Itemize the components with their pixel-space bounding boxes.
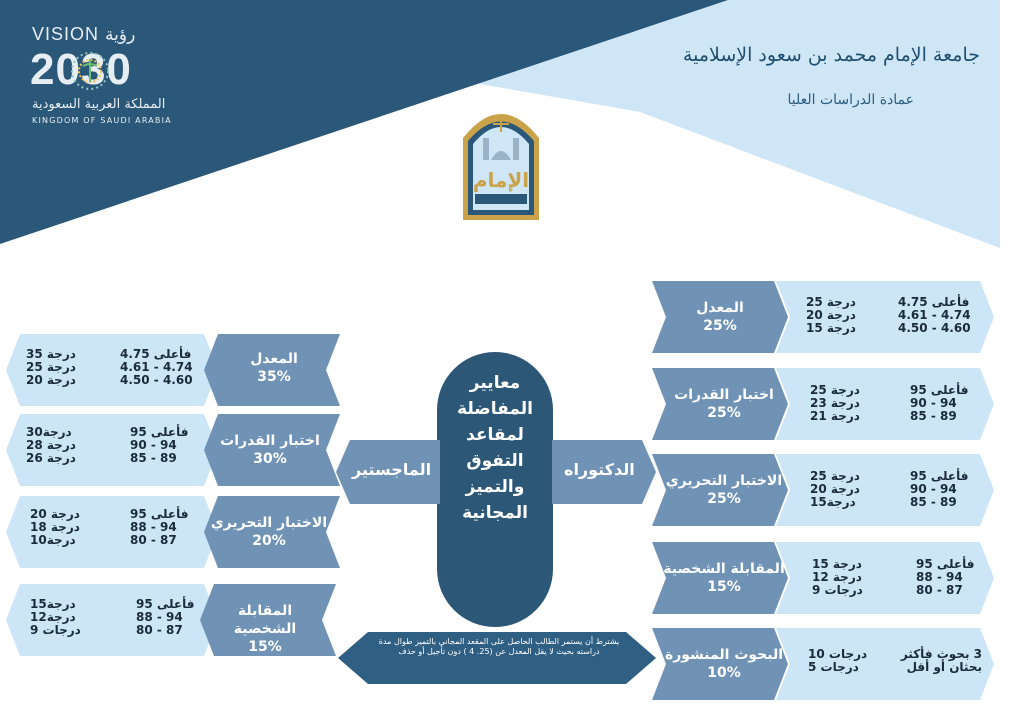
- doctorate-research-name: البحوث المنشورة: [664, 647, 784, 663]
- doctorate-written-weight: 25%: [707, 491, 741, 507]
- masters-gpa-label: [222, 350, 326, 386]
- masters-aptitude-ranges: [130, 426, 189, 465]
- center-title: معايير المفاضلة لمقاعد التفوق والتميز المجانية: [457, 373, 533, 523]
- masters-aptitude-name: اختبار القدرات: [220, 433, 320, 449]
- points: 28 درجة: [26, 438, 76, 452]
- masters-written-points: [30, 508, 80, 547]
- points: 26 درجة: [26, 451, 76, 465]
- points: 25 درجة: [26, 360, 76, 374]
- range: 95 فأعلى: [910, 383, 969, 397]
- masters-interview-name: المقابلة الشخصية: [233, 603, 297, 637]
- doctorate-research-label: [664, 646, 784, 682]
- doctorate-written-ranges: [910, 470, 969, 509]
- masters-label: الماجستير: [352, 460, 432, 479]
- doctorate-aptitude-points: [810, 384, 860, 423]
- range: 88 - 94: [916, 570, 963, 584]
- emblem-text: الإمام: [472, 168, 530, 192]
- vision-ar-text: رؤية: [105, 25, 136, 45]
- range: 85 - 89: [910, 409, 957, 423]
- points: 15درجة: [810, 495, 856, 509]
- points: 15درجة: [30, 597, 76, 611]
- points: 23 درجة: [810, 396, 860, 410]
- range: بحثان أو أقل: [906, 660, 982, 674]
- masters-written-weight: 20%: [252, 533, 286, 549]
- university-emblem-icon: [457, 98, 545, 226]
- doctorate-interview-label: [662, 560, 786, 596]
- doctorate-aptitude-weight: 25%: [707, 405, 741, 421]
- vision-palm-emblem-icon: [70, 48, 110, 94]
- points: 5 درجات: [808, 660, 859, 674]
- doctorate-research-points: [808, 648, 867, 674]
- doctorate-aptitude-name: اختبار القدرات: [674, 387, 774, 403]
- doctorate-written-points: [810, 470, 860, 509]
- points: 20 درجة: [26, 373, 76, 387]
- points: 9 درجات: [30, 623, 81, 637]
- range: 80 - 87: [130, 533, 177, 547]
- doctorate-written-label: [662, 472, 786, 508]
- doctorate-gpa-ranges: [898, 296, 971, 335]
- range: 90 - 94: [130, 438, 177, 452]
- university-emblem: [457, 98, 545, 226]
- masters-written-name: الاختبار التحريري: [210, 515, 328, 531]
- doctorate-label: الدكتوراه: [564, 460, 635, 479]
- points: 10درجة: [30, 533, 76, 547]
- range: 95 فأعلى: [130, 425, 189, 439]
- masters-interview-ranges: [136, 598, 195, 637]
- range: 4.75 فأعلى: [120, 347, 192, 361]
- points: 9 درجات: [812, 583, 863, 597]
- doctorate-written-name: الاختبار التحريري: [665, 473, 783, 489]
- range: 85 - 89: [910, 495, 957, 509]
- range: 4.50 - 4.60: [120, 373, 193, 387]
- doctorate-gpa-label: [668, 299, 772, 335]
- range: 95 فأعلى: [130, 507, 189, 521]
- points: 15 درجة: [806, 321, 856, 335]
- deanship-name: عمادة الدراسات العليا: [787, 92, 914, 108]
- range: 95 فأعلى: [910, 469, 969, 483]
- masters-aptitude-label: [212, 432, 328, 468]
- points: 20 درجة: [30, 507, 80, 521]
- masters-interview-weight: 15%: [248, 639, 282, 655]
- vision-en-text: VISION: [32, 24, 100, 44]
- doctorate-interview-ranges: [916, 558, 975, 597]
- points: 12 درجة: [812, 570, 862, 584]
- doctorate-research-weight: 10%: [707, 665, 741, 681]
- range: 95 فأعلى: [916, 557, 975, 571]
- doctorate-gpa-name: المعدل: [696, 300, 744, 316]
- masters-gpa-weight: 35%: [257, 369, 291, 385]
- doctorate-interview-name: المقابلة الشخصية: [663, 561, 785, 577]
- range: 85 - 89: [130, 451, 177, 465]
- vision-kingdom-en: KINGDOM OF SAUDI ARABIA: [32, 116, 172, 125]
- doctorate-aptitude-ranges: [910, 384, 969, 423]
- range: 4.75 فأعلى: [898, 295, 970, 309]
- points: 12درجة: [30, 610, 76, 624]
- range: 95 فأعلى: [136, 597, 195, 611]
- doctorate-interview-weight: 15%: [707, 579, 741, 595]
- points: 18 درجة: [30, 520, 80, 534]
- condition-note: يشترط أن يستمر الطالب الحاصل على المقعد المجاني بالتميز طوال مدة دراسته بحيث لا يقل المعدل عن (25. 4 ) دون تأجيل أو حذف: [378, 637, 620, 656]
- range: 3 بحوث فأكثر: [900, 647, 982, 661]
- points: 20 درجة: [810, 482, 860, 496]
- vision-2030-logo: [30, 24, 190, 134]
- vision-year: 2030: [30, 45, 132, 94]
- vision-kingdom-ar: المملكة العربية السعودية: [32, 97, 166, 112]
- masters-aptitude-weight: 30%: [253, 451, 287, 467]
- range: 80 - 87: [916, 583, 963, 597]
- range: 4.61 - 4.74: [898, 308, 971, 322]
- masters-gpa-points: [26, 348, 76, 387]
- points: 21 درجة: [810, 409, 860, 423]
- university-name: جامعة الإمام محمد بن سعود الإسلامية: [682, 44, 980, 66]
- points: 10 درجات: [808, 647, 868, 661]
- points: 35 درجة: [26, 347, 76, 361]
- points: 25 درجة: [806, 295, 856, 309]
- points: 15 درجة: [812, 557, 862, 571]
- doctorate-gpa-weight: 25%: [703, 318, 737, 334]
- range: 88 - 94: [130, 520, 177, 534]
- points: 25 درجة: [810, 469, 860, 483]
- range: 90 - 94: [910, 396, 957, 410]
- masters-written-ranges: [130, 508, 189, 547]
- points: 30درجة: [26, 425, 72, 439]
- masters-interview-points: [30, 598, 81, 637]
- points: 20 درجة: [806, 308, 856, 322]
- points: 25 درجة: [810, 383, 860, 397]
- doctorate-interview-points: [812, 558, 863, 597]
- doctorate-gpa-points: [806, 296, 856, 335]
- masters-written-label: [210, 514, 328, 550]
- masters-gpa-name: المعدل: [250, 351, 298, 367]
- range: 4.50 - 4.60: [898, 321, 971, 335]
- range: 4.61 - 4.74: [120, 360, 193, 374]
- masters-gpa-ranges: [120, 348, 193, 387]
- range: 80 - 87: [136, 623, 183, 637]
- masters-aptitude-points: [26, 426, 76, 465]
- doctorate-research-ranges: [890, 648, 982, 674]
- range: 88 - 94: [136, 610, 183, 624]
- doctorate-aptitude-label: [664, 386, 784, 422]
- masters-interview-label: [206, 602, 324, 656]
- range: 90 - 94: [910, 482, 957, 496]
